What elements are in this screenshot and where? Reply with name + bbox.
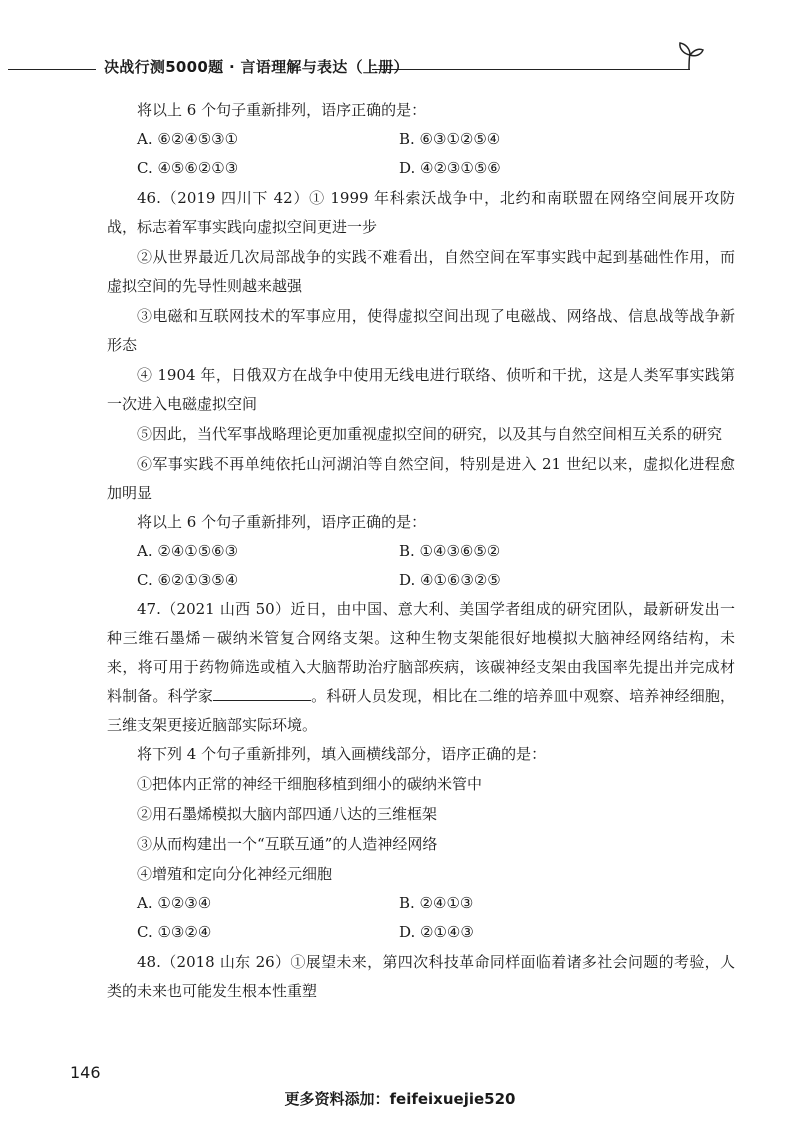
book-title: 决战行测5000题 · 言语理解与表达（上册） (104, 58, 409, 76)
question-prompt: 将以上 6 个句子重新排列，语序正确的是： (137, 513, 427, 531)
option-c: C. ①③②④ (137, 923, 212, 941)
q46-sentence: ④ 1904 年，日俄双方在战争中使用无线电进行联络、侦听和干扰，这是人类军事实践第一次进入电磁虚拟空间 (107, 366, 735, 413)
option-d: D. ②①④③ (399, 923, 474, 941)
question-prompt: 将以上 6 个句子重新排列，语序正确的是： (137, 101, 427, 119)
question-prompt: 将下列 4 个句子重新排列，填入画横线部分，语序正确的是： (137, 745, 547, 763)
options-row (107, 125, 735, 154)
q47-passage-before: 47.（2021 山西 50）近日，由中国、意大利、美国学者组成的研究团队，最新研发出一种三维石墨烯－碳纳米管复合网络支架。这种生物支架能很好地模拟大脑神经网络结构，未来，将可用于药物筛选或植入大脑帮助治疗脑部疾病，该碳神经支架由我国率先提出并完成材料制备。科学家 (107, 600, 735, 705)
q46-sentence: ⑤因此，当代军事战略理论更加重视虚拟空间的研究，以及其与自然空间相互关系的研究 (137, 425, 723, 443)
option-a: A. ⑥②④⑤③① (137, 130, 239, 148)
options-row (107, 154, 735, 183)
q47-sentence: ③从而构建出一个“互联互通”的人造神经网络 (137, 835, 438, 853)
q48-text: 48.（2018 山东 26）①展望未来，第四次科技革命同样面临着诸多社会问题的考验，人类的未来也可能发生根本性重塑 (107, 953, 735, 1000)
q47-passage (107, 595, 735, 740)
header-rule-right (372, 69, 690, 70)
q46-sentence: ⑥军事实践不再单纯依托山河湖泊等自然空间，特别是进入 21 世纪以来，虚拟化进程愈加明显 (107, 455, 735, 502)
sprout-icon (672, 40, 706, 72)
page-content (107, 96, 735, 1006)
q46-sentence: ③电磁和互联网技术的军事应用，使得虚拟空间出现了电磁战、网络战、信息战等战争新形态 (107, 307, 735, 354)
option-b: B. ①④③⑥⑤② (399, 542, 501, 560)
options-row (107, 566, 735, 595)
option-a: A. ②④①⑤⑥③ (137, 542, 239, 560)
fill-blank (213, 686, 311, 701)
option-b: B. ⑥③①②⑤④ (399, 130, 501, 148)
option-a: A. ①②③④ (137, 894, 212, 912)
option-b: B. ②④①③ (399, 894, 474, 912)
q47-sentence: ①把体内正常的神经干细胞移植到细小的碳纳米管中 (137, 775, 483, 793)
option-d: D. ④②③①⑤⑥ (399, 159, 501, 177)
page-number: 146 (70, 1063, 101, 1082)
q47-passage-after: 。科研人员发现，相比在二维的培养皿中观察、培养神经细胞，三维支架更接近脑部实际环境。 (107, 687, 735, 734)
options-row (107, 537, 735, 566)
header-rule-left (8, 69, 96, 70)
option-c: C. ④⑤⑥②①③ (137, 159, 239, 177)
option-c: C. ⑥②①③⑤④ (137, 571, 239, 589)
options-row (107, 889, 735, 918)
options-row (107, 918, 735, 947)
option-d: D. ④①⑥③②⑤ (399, 571, 501, 589)
q46-sentence: ②从世界最近几次局部战争的实践不难看出，自然空间在军事实践中起到基础性作用，而虚拟空间的先导性则越来越强 (107, 248, 735, 295)
q47-sentence: ④增殖和定向分化神经元细胞 (137, 865, 333, 883)
q46-sentence: 46.（2019 四川下 42）① 1999 年科索沃战争中，北约和南联盟在网络空间展开攻防战，标志着军事实践向虚拟空间更进一步 (107, 189, 735, 236)
running-header (0, 56, 800, 86)
q47-sentence: ②用石墨烯模拟大脑内部四通八达的三维框架 (137, 805, 438, 823)
footer-note: 更多资料添加：feifeixuejie520 (284, 1090, 516, 1108)
